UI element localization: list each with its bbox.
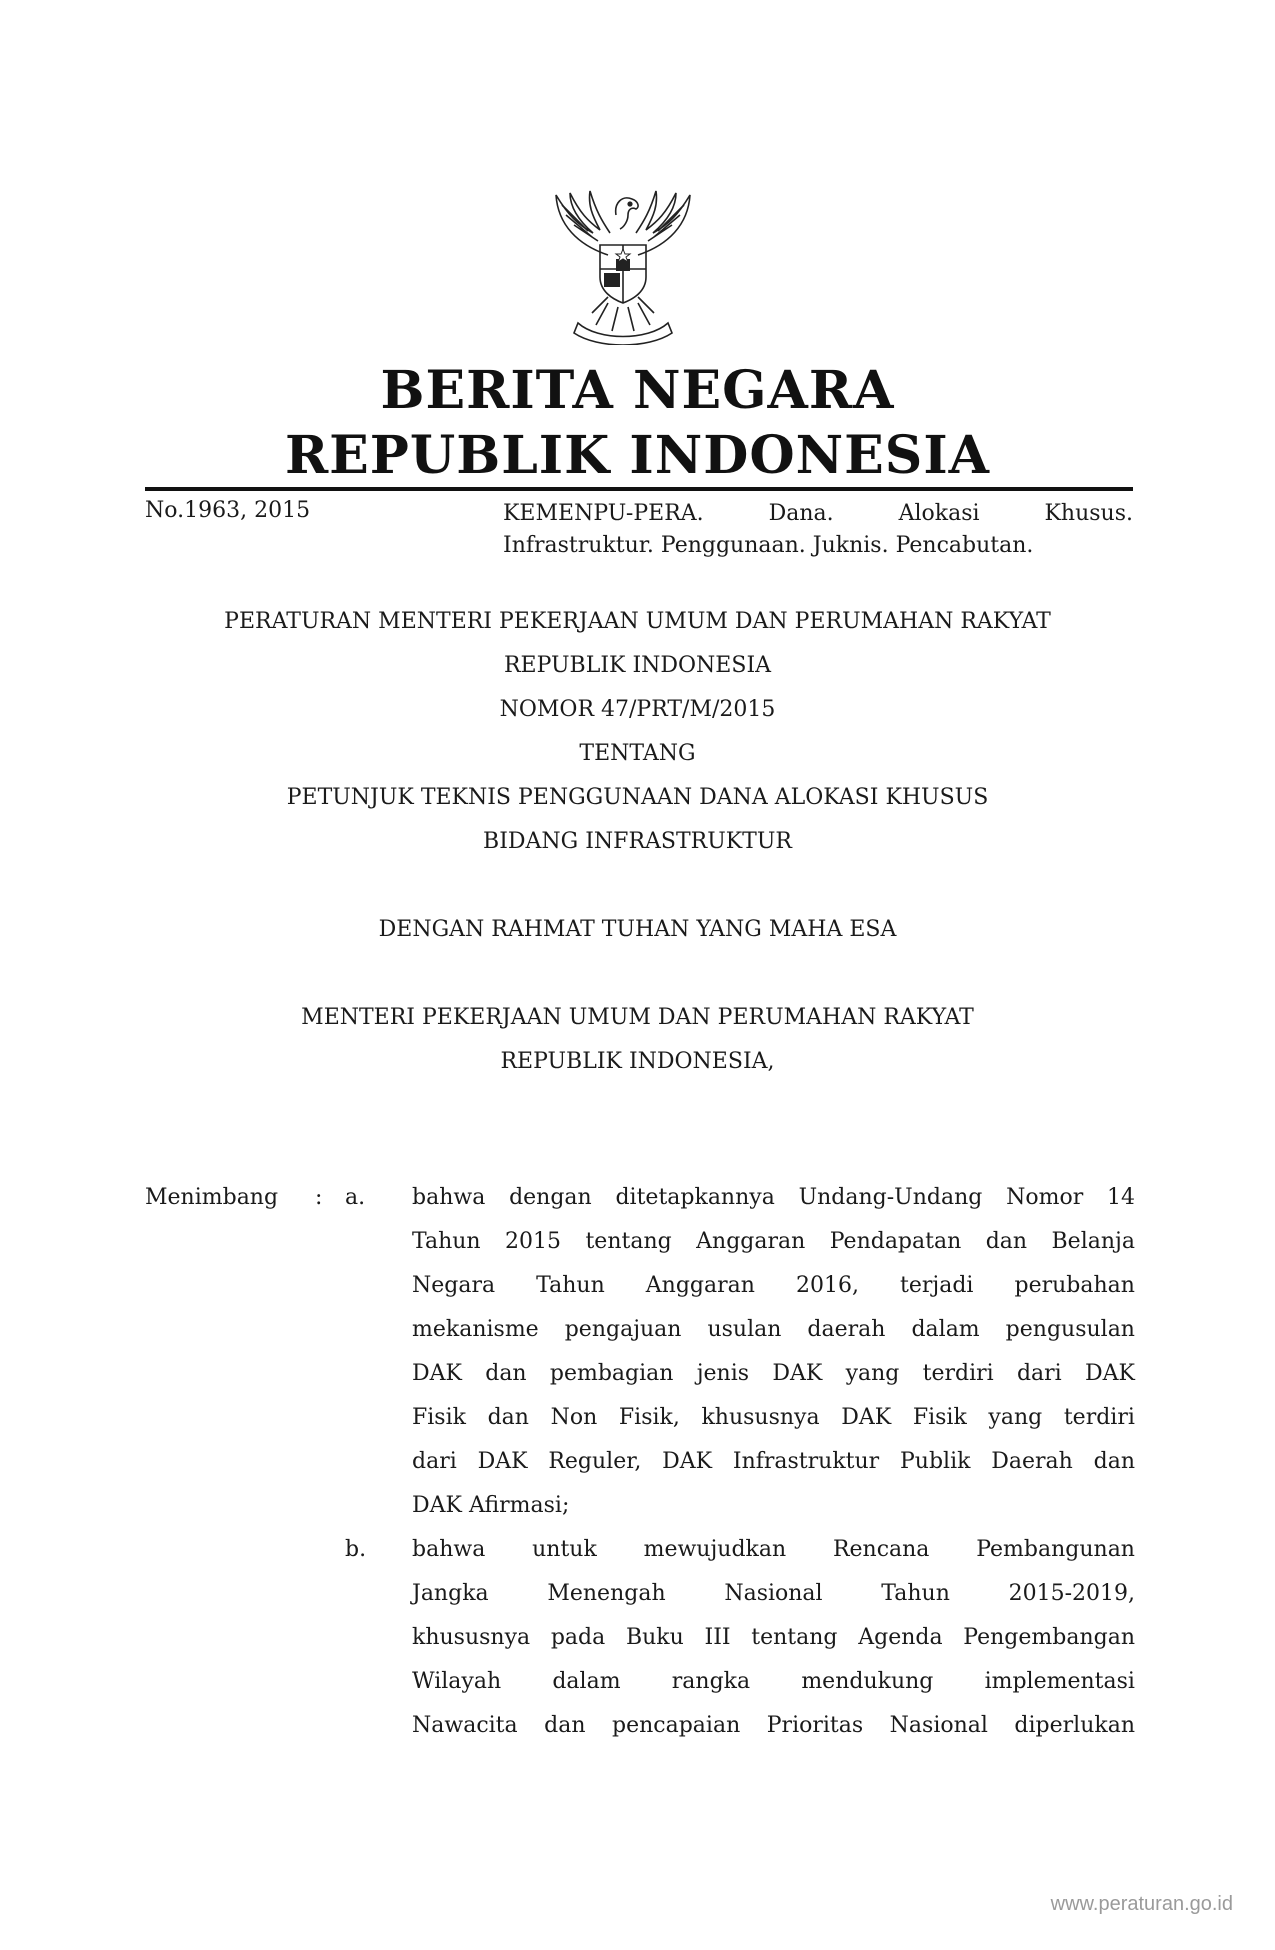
word: rangka [671,1669,751,1694]
gazette-subject [503,498,1133,562]
word: Publik [899,1449,971,1474]
word: dalam [911,1317,980,1342]
word: yang [845,1361,900,1386]
consideration-item-b [145,1528,1135,1748]
word: 14 [1106,1185,1135,1210]
word: bahwa [412,1185,486,1210]
word: Tahun [412,1229,481,1254]
word: usulan [707,1317,782,1342]
word: terdiri [922,1361,994,1386]
word: DAK [477,1449,528,1474]
word: Anggaran [696,1229,806,1254]
word: ditetapkannya [615,1185,775,1210]
regulation-title [0,600,1275,864]
word: Agenda [858,1625,943,1650]
word: Fisik [912,1405,967,1430]
item-text [412,1176,1135,1528]
word: dan [544,1713,586,1738]
word: Pengembangan [963,1625,1135,1650]
issuing-authority [0,996,1275,1084]
word: Menengah [547,1581,666,1606]
text-line [412,1264,1135,1308]
word: yang [988,1405,1043,1430]
word: Rencana [832,1537,930,1562]
word: dari [412,1449,457,1474]
word: Anggaran [645,1273,755,1298]
text-line [412,1440,1135,1484]
title-line: PETUNJUK TEKNIS PENGGUNAAN DANA ALOKASI KHUSUS [286,785,989,810]
text-line: DAK Afirmasi; [412,1493,570,1518]
word: Pembangunan [976,1537,1135,1562]
word: terjadi [900,1273,974,1298]
text-line [412,1352,1135,1396]
masthead-title-line1: BERITA NEGARA [380,360,895,421]
word: pengajuan [564,1317,682,1342]
word: Nasional [724,1581,823,1606]
word: Negara [412,1273,496,1298]
word: 2016, [795,1273,859,1298]
word: pembagian [549,1361,674,1386]
text-line [412,1308,1135,1352]
word: perubahan [1014,1273,1135,1298]
word: Non [550,1405,598,1430]
title-line: NOMOR 47/PRT/M/2015 [499,697,776,722]
word: dengan [509,1185,592,1210]
word: pada [550,1625,606,1650]
word: tentang [585,1229,672,1254]
title-line: BIDANG INFRASTRUKTUR [483,829,792,854]
subject-word: KEMENPU-PERA. [503,501,704,526]
word: Belanja [1051,1229,1135,1254]
word: terdiri [1063,1405,1135,1430]
word: mewujudkan [643,1537,787,1562]
word: DAK [412,1361,462,1386]
word: 2015-2019, [1008,1581,1135,1606]
word: DAK [1084,1361,1135,1386]
source-url: www.peraturan.go.id [1050,1893,1233,1915]
word: untuk [532,1537,597,1562]
considerations-section [145,1176,1135,1748]
word: Wilayah [412,1669,502,1694]
title-line: PERATURAN MENTERI PEKERJAAN UMUM DAN PERUMAHAN RAKYAT [224,609,1051,634]
word: Nawacita [412,1713,518,1738]
word: Infrastruktur [732,1449,880,1474]
word: pengusulan [1005,1317,1135,1342]
considerations-colon: : [315,1185,323,1210]
text-line [412,1572,1135,1616]
title-line: REPUBLIK INDONESIA [503,653,772,678]
word: dalam [552,1669,621,1694]
word: Nomor [1006,1185,1084,1210]
word: bahwa [412,1537,486,1562]
text-line [412,1660,1135,1704]
subject-word: Khusus. [1044,501,1133,526]
word: implementasi [984,1669,1135,1694]
word: tentang [751,1625,838,1650]
word: dan [487,1405,529,1430]
item-letter: a. [345,1185,366,1210]
masthead-title-line2: REPUBLIK INDONESIA [284,425,991,486]
text-line [412,1528,1135,1572]
word: mendukung [801,1669,934,1694]
word: diperlukan [1014,1713,1135,1738]
invocation: DENGAN RAHMAT TUHAN YANG MAHA ESA [378,917,897,942]
masthead-divider [145,487,1133,491]
word: Fisik [412,1405,466,1430]
item-text [412,1528,1135,1748]
subject-word: Dana. [768,501,834,526]
word: DAK [841,1405,892,1430]
word: dan [1093,1449,1135,1474]
word: Tahun [536,1273,605,1298]
garuda-emblem-icon [548,185,698,345]
consideration-item-a [145,1176,1135,1528]
word: Buku [625,1625,684,1650]
text-line [412,1616,1135,1660]
word: dari [1016,1361,1062,1386]
gazette-number: No.1963, 2015 [145,498,311,523]
word: Pendapatan [829,1229,962,1254]
word: DAK [662,1449,713,1474]
word: III [704,1625,731,1650]
word: pencapaian [612,1713,741,1738]
subject-word: Alokasi [898,501,980,526]
word: Nasional [889,1713,988,1738]
word: khususnya [701,1405,820,1430]
word: jenis [696,1361,750,1386]
word: 2015 [505,1229,562,1254]
word: dan [985,1229,1028,1254]
considerations-label: Menimbang [145,1185,279,1210]
text-line [412,1704,1135,1748]
subject-line-2: Infrastruktur. Penggunaan. Juknis. Pencabutan. [503,533,1034,558]
item-letter: b. [345,1537,367,1562]
subject-line-1 [503,498,1133,530]
word: Jangka [412,1581,489,1606]
title-line: TENTANG [579,741,696,766]
text-line [412,1176,1135,1220]
authority-line: MENTERI PEKERJAAN UMUM DAN PERUMAHAN RAKYAT [301,1005,974,1030]
word: Prioritas [766,1713,864,1738]
word: Tahun [881,1581,950,1606]
word: Undang-Undang [798,1185,983,1210]
word: khususnya [412,1625,531,1650]
authority-line: REPUBLIK INDONESIA, [500,1049,775,1074]
word: Reguler, [548,1449,642,1474]
word: mekanisme [412,1317,539,1342]
word: daerah [807,1317,886,1342]
word: DAK [772,1361,823,1386]
text-line [412,1396,1135,1440]
word: Daerah [991,1449,1073,1474]
word: dan [485,1361,527,1386]
text-line [412,1220,1135,1264]
word: Fisik, [618,1405,680,1430]
